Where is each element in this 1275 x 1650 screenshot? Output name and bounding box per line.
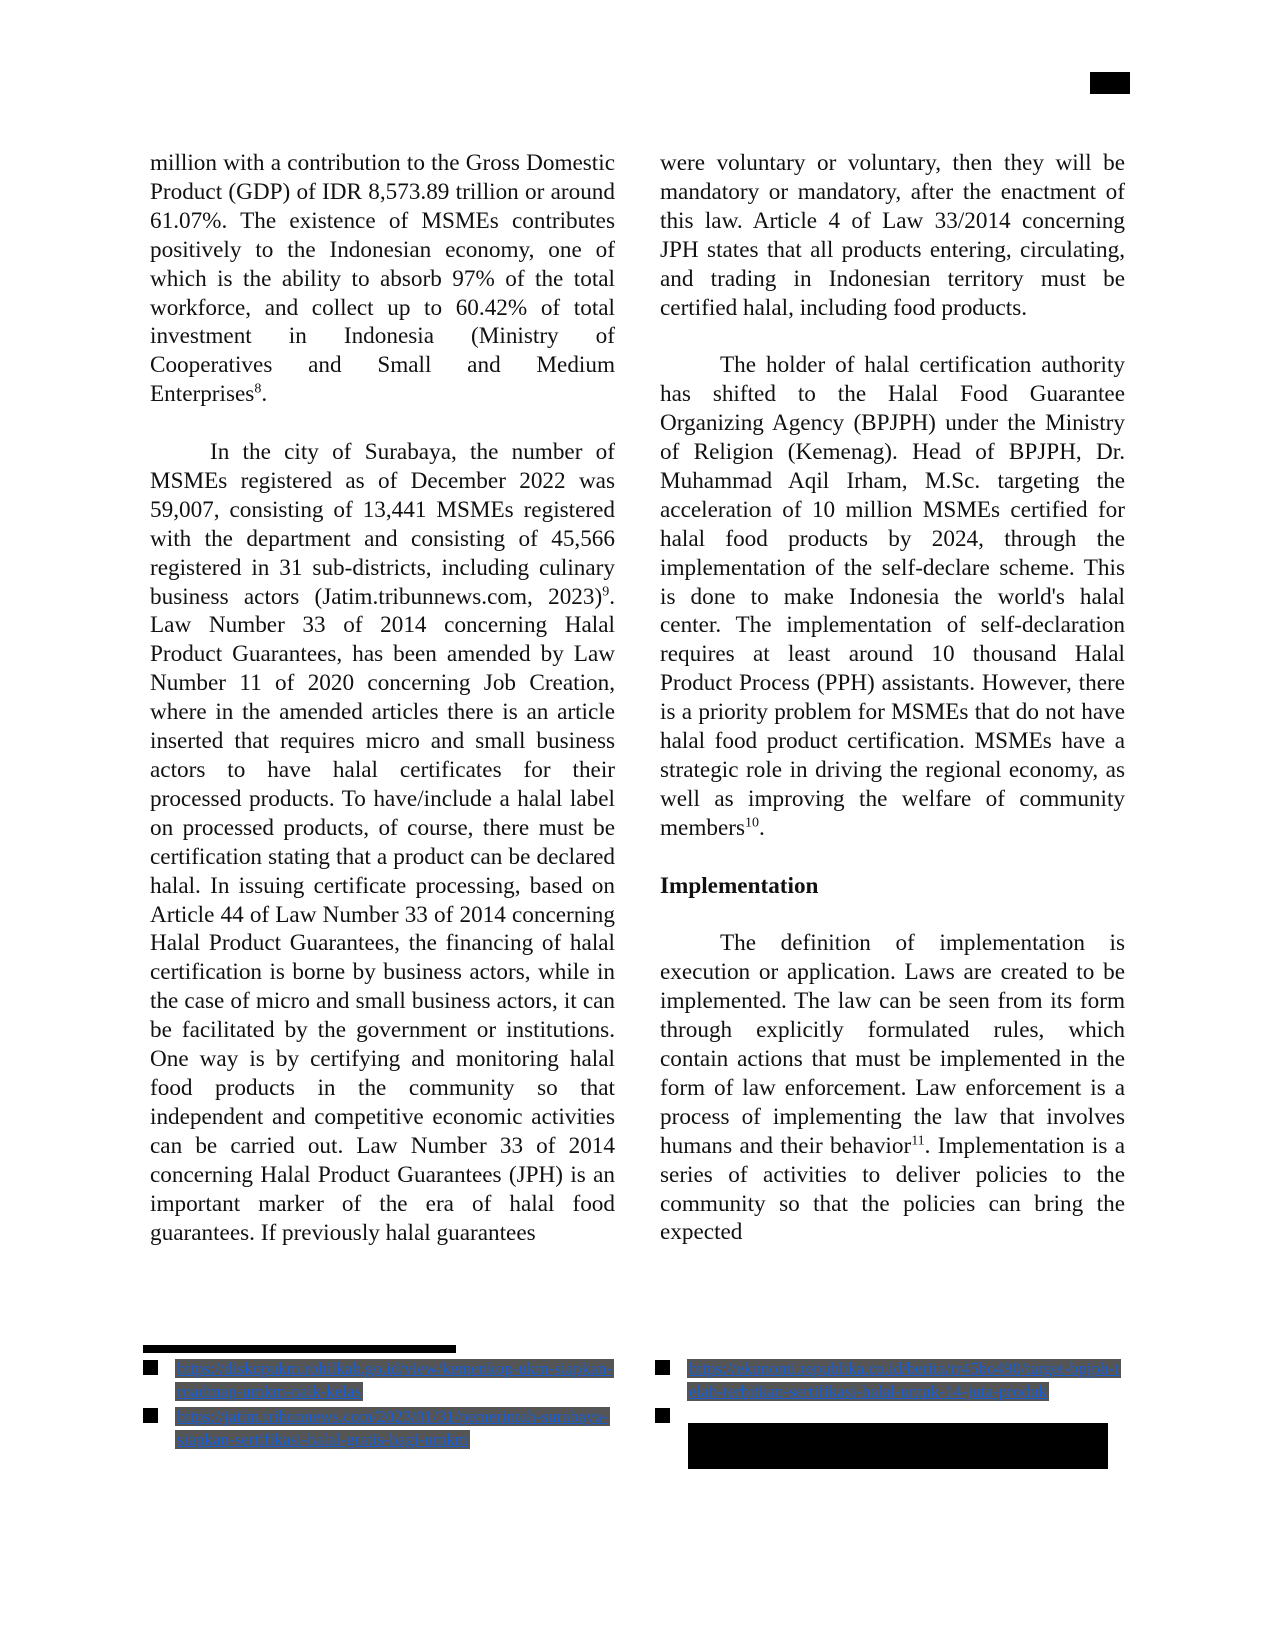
- paragraph: were voluntary or voluntary, then they will be mandatory or mandatory, after the enactment of this law. Article 4 of Law 33/2014 concerning JPH states that all products entering, circulating, and trading in Indonesian territory must be certified halal, including food products.: [660, 150, 1125, 321]
- paragraph-text: The holder of halal certification authority has shifted to the Halal Food Guarantee Organizing Agency (BPJPH) under the Ministry of Religion (Kemenag). Head of BPJPH, Dr. Muhammad Aqil Irham, M.Sc. targeting the acceleration of 10 million MSMEs certified for halal food products by 2024, through the implementation of the self-declare scheme. This is done to make Indonesia the world's halal center. The implementation of self-declaration requires at least around 10 thousand Halal Product Process (PPH) assistants. However, there is a priority problem for MSMEs that do not have halal food product certification. MSMEs have a strategic role in driving the regional economy, as well as improving the welfare of community members: [660, 352, 1125, 841]
- footnote-link[interactable]: https://jatim.tribunnews.com/2023/01/31/pemerintah-surabaya-siapkan-sertifikasi-halal-gratis-bagi-umkm: [177, 1407, 608, 1449]
- footnotes-left: [143, 1357, 613, 1453]
- paragraph: [150, 149, 615, 409]
- paragraph-gap: [660, 843, 1125, 872]
- paragraph-text: million with a contribution to the Gross Domestic Product (GDP) of IDR 8,573.89 trillion or around 61.07%. The existence of MSMEs contributes positively to the Indonesian economy, one of which is the ability to absorb 97% of the total workforce, and collect up to 60.42% of total investment in Indonesia (Ministry of Cooperatives and Small and Medium Enterprises: [150, 150, 615, 408]
- paragraph-text: . Law Number 33 of 2014 concerning Halal Product Guarantees, has been amended by Law Number 11 of 2020 concerning Job Creation, where in the amended articles there is an article inserted that requires micro and small business actors to have halal certificates for their processed products. To have/include a halal label on processed products, of course, there must be certification stating that a product can be declared halal. In issuing certificate processing, based on Article 44 of Law Number 33 of 2014 concerning Halal Product Guarantees, the financing of halal certification is borne by business actors, while in the case of micro and small business actors, it can be facilitated by the government or institutions. One way is by certifying and monitoring halal food products in the community so that independent and competitive economic activities can be carried out. Law Number 33 of 2014 concerning Halal Product Guarantees (JPH) is an important marker of the era of halal food guarantees. If previously halal guarantees: [150, 583, 615, 1246]
- paragraph-text: The definition of implementation is execution or application. Laws are created to be implemented. The law can be seen from its form through explicitly formulated rules, which contain actions that must be implemented in the form of law enforcement. Law enforcement is a process of implementing the law that involves humans and their behavior: [660, 930, 1125, 1159]
- right-column: [660, 149, 1125, 1247]
- paragraph-text: . Implementation is a series of activities to deliver policies to the community so that the policies can bring the expected: [660, 1132, 1125, 1246]
- footnote-marker-redacted: [143, 1408, 158, 1423]
- footnote-item: [655, 1357, 1125, 1403]
- footnote-marker-redacted: [655, 1408, 670, 1423]
- paragraph-gap: [660, 901, 1125, 930]
- redacted-footnote-text: [688, 1423, 1108, 1469]
- page-number-redacted: [1090, 72, 1130, 94]
- footnotes-right: [655, 1357, 1125, 1405]
- footnote-link[interactable]: https://diskopukm.rohilkab.go.id/view/kemenkop-ukm-siapkan-roadmap-umkm-naik-kelas: [177, 1359, 612, 1401]
- left-column: [150, 149, 615, 1247]
- paragraph: [150, 438, 615, 1247]
- paragraph-text: In the city of Surabaya, the number of MSMEs registered as of December 2022 was 59,007, consisting of 13,441 MSMEs registered with the department and consisting of 45,566 registered in 31 sub-districts, including culinary business actors (Jatim.tribunnews.com, 2023): [150, 439, 615, 610]
- paragraph-gap: [660, 322, 1125, 351]
- paragraph-text: .: [261, 381, 268, 408]
- footnote-item: [143, 1357, 613, 1403]
- paragraph-text: .: [759, 814, 765, 841]
- footnote-ref[interactable]: 9: [602, 583, 610, 599]
- footnote-ref[interactable]: 11: [911, 1133, 925, 1149]
- footnote-separator: [143, 1345, 456, 1353]
- footnote-item: [143, 1405, 613, 1451]
- footnote-marker-redacted: [655, 1360, 670, 1375]
- footnote-ref[interactable]: 10: [745, 815, 759, 831]
- paragraph: [660, 351, 1125, 842]
- footnote-marker-redacted: [143, 1360, 158, 1375]
- footnote-ref[interactable]: 8: [254, 381, 262, 397]
- footnote-link[interactable]: https://ekonomi.republika.co.id/berita/rr45bo490/target-bpjph-telah-terbitkan-sertifikasi-halal-untuk-14-juta-produk: [689, 1359, 1119, 1401]
- paragraph: [660, 929, 1125, 1247]
- section-heading: Implementation: [660, 872, 819, 899]
- paragraph-gap: [150, 409, 615, 438]
